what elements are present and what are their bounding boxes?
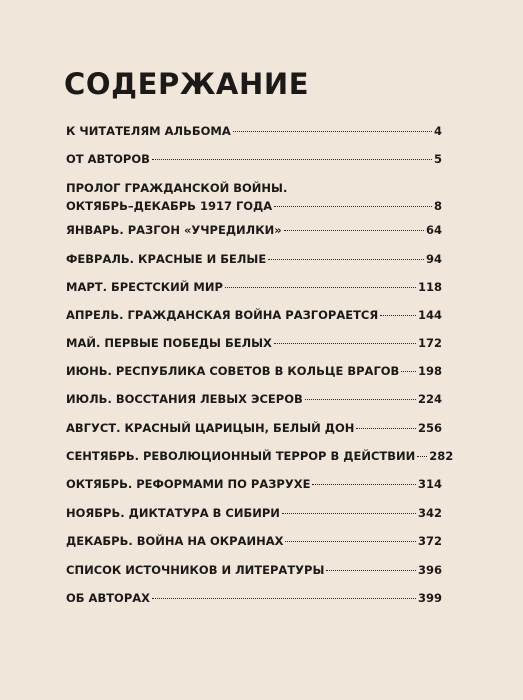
toc-entry-title: ФЕВРАЛЬ. КРАСНЫЕ И БЕЛЫЕ bbox=[66, 252, 267, 266]
toc-page-number: 172 bbox=[417, 336, 442, 350]
dot-leader bbox=[268, 259, 424, 260]
toc-entry[interactable] bbox=[66, 477, 442, 491]
toc-entry-title: ОКТЯБРЬ–ДЕКАБРЬ 1917 ГОДА bbox=[66, 199, 273, 213]
toc-entry-title: МАЙ. ПЕРВЫЕ ПОБЕДЫ БЕЛЫХ bbox=[66, 336, 272, 350]
toc-entry-title: ЯНВАРЬ. РАЗГОН «УЧРЕДИЛКИ» bbox=[66, 223, 282, 237]
toc-entry-title: НОЯБРЬ. ДИКТАТУРА В СИБИРИ bbox=[66, 506, 280, 520]
toc-entry-title: ОТ АВТОРОВ bbox=[66, 152, 150, 166]
toc-entry[interactable] bbox=[66, 124, 442, 138]
page-title: СОДЕРЖАНИЕ bbox=[64, 67, 310, 101]
toc-entry[interactable] bbox=[66, 308, 442, 322]
toc-page-number: 314 bbox=[417, 477, 442, 491]
toc-entry-title: МАРТ. БРЕСТСКИЙ МИР bbox=[66, 280, 223, 294]
toc-page-number: 342 bbox=[417, 506, 442, 520]
dot-leader bbox=[284, 230, 424, 231]
toc-page-number: 118 bbox=[417, 280, 442, 294]
toc-page-number: 224 bbox=[417, 392, 442, 406]
toc-entry-title: СПИСОК ИСТОЧНИКОВ И ЛИТЕРАТУРЫ bbox=[66, 563, 325, 577]
toc-entry-title: ОКТЯБРЬ. РЕФОРМАМИ ПО РАЗРУХЕ bbox=[66, 477, 311, 491]
toc-entry-title: ИЮЛЬ. ВОССТАНИЯ ЛЕВЫХ ЭСЕРОВ bbox=[66, 392, 303, 406]
toc-entry[interactable] bbox=[66, 181, 442, 213]
dot-leader bbox=[401, 371, 416, 372]
toc-entry-title: СЕНТЯБРЬ. РЕВОЛЮЦИОННЫЙ ТЕРРОР В ДЕЙСТВИИ bbox=[66, 449, 416, 463]
toc-entry[interactable] bbox=[66, 336, 442, 350]
toc-entry[interactable] bbox=[66, 364, 442, 378]
toc-entry[interactable] bbox=[66, 534, 442, 548]
toc-entry-title: ДЕКАБРЬ. ВОЙНА НА ОКРАИНАХ bbox=[66, 534, 284, 548]
toc-entry-title: АВГУСТ. КРАСНЫЙ ЦАРИЦЫН, БЕЛЫЙ ДОН bbox=[66, 421, 355, 435]
toc-page-number: 4 bbox=[433, 124, 442, 138]
dot-leader bbox=[356, 428, 416, 429]
dot-leader bbox=[274, 206, 432, 207]
toc-entry-title: АПРЕЛЬ. ГРАЖДАНСКАЯ ВОЙНА РАЗГОРАЕТСЯ bbox=[66, 308, 379, 322]
dot-leader bbox=[225, 287, 416, 288]
toc-page-number: 399 bbox=[417, 591, 442, 605]
table-of-contents bbox=[66, 0, 454, 700]
dot-leader bbox=[233, 131, 432, 132]
toc-entry-title: ИЮНЬ. РЕСПУБЛИКА СОВЕТОВ В КОЛЬЦЕ ВРАГОВ bbox=[66, 364, 400, 378]
toc-entry[interactable] bbox=[66, 449, 454, 463]
toc-page-number: 372 bbox=[417, 534, 442, 548]
toc-entry[interactable] bbox=[66, 223, 442, 237]
toc-page-number: 8 bbox=[433, 199, 442, 213]
dot-leader bbox=[152, 598, 416, 599]
toc-entry[interactable] bbox=[66, 563, 442, 577]
dot-leader bbox=[152, 159, 432, 160]
dot-leader bbox=[285, 541, 416, 542]
toc-entry[interactable] bbox=[66, 506, 442, 520]
toc-entry[interactable] bbox=[66, 421, 442, 435]
dot-leader bbox=[305, 399, 416, 400]
toc-page-number: 64 bbox=[425, 223, 442, 237]
toc-entry-title-line1: ПРОЛОГ ГРАЖДАНСКОЙ ВОЙНЫ. bbox=[66, 181, 288, 195]
toc-page-number: 198 bbox=[417, 364, 442, 378]
toc-entry[interactable] bbox=[66, 280, 442, 294]
dot-leader bbox=[274, 343, 416, 344]
dot-leader bbox=[326, 570, 416, 571]
toc-page-number: 94 bbox=[425, 252, 442, 266]
toc-entry-title: К ЧИТАТЕЛЯМ АЛЬБОМА bbox=[66, 124, 231, 138]
toc-entry[interactable] bbox=[66, 152, 442, 166]
toc-page-number: 396 bbox=[417, 563, 442, 577]
toc-page-number: 144 bbox=[417, 308, 442, 322]
dot-leader bbox=[282, 513, 416, 514]
toc-page-number: 5 bbox=[433, 152, 442, 166]
dot-leader bbox=[380, 315, 416, 316]
dot-leader bbox=[417, 456, 427, 457]
toc-entry[interactable] bbox=[66, 252, 442, 266]
dot-leader bbox=[312, 484, 416, 485]
toc-entry-title: ОБ АВТОРАХ bbox=[66, 591, 151, 605]
toc-entry[interactable] bbox=[66, 392, 442, 406]
toc-page-number: 256 bbox=[417, 421, 442, 435]
toc-page-number: 282 bbox=[429, 449, 454, 463]
toc-entry[interactable] bbox=[66, 591, 442, 605]
